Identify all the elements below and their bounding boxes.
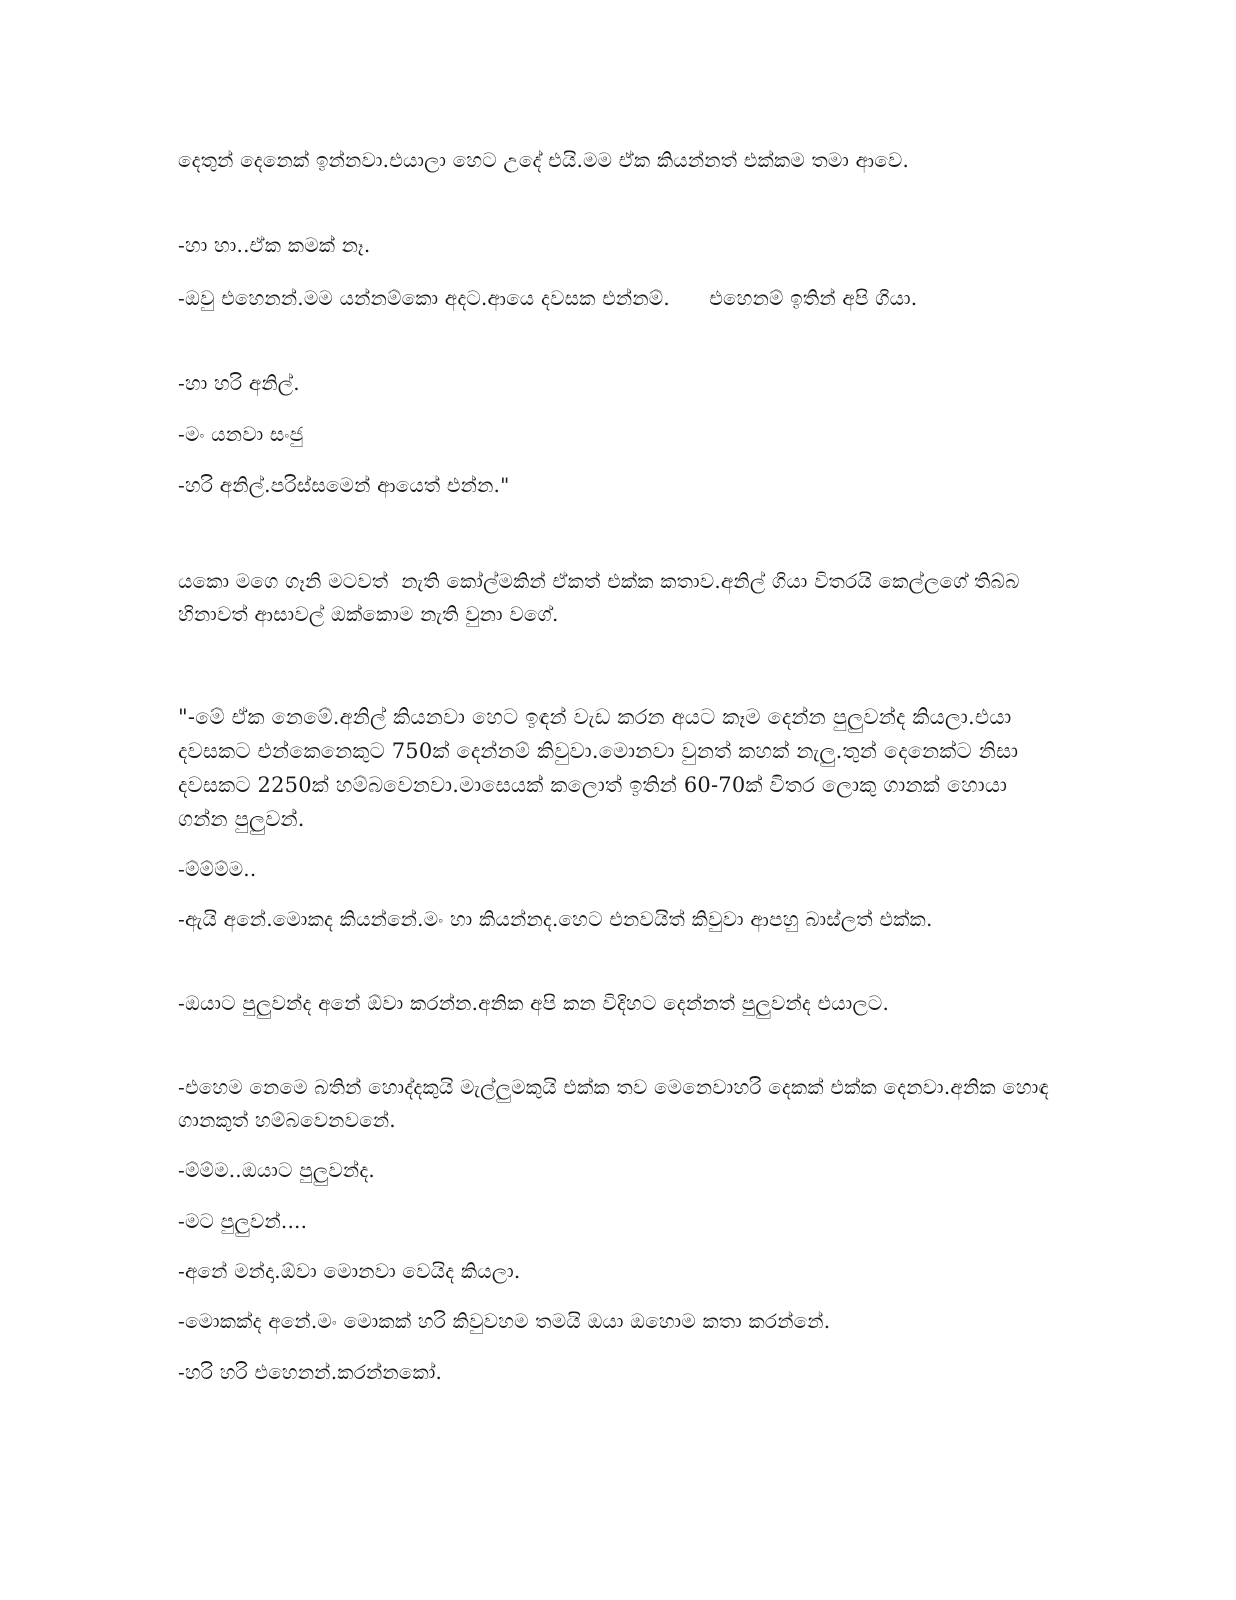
paragraph-7: යකො මගෙ ගෑනි මටවත් නැති කෝල්මකින් ඒකත් එක්ක කතාව.අනිල් ගියා විතරයි කෙල්ලගේ තිබ්බ හිනාවත් ආසාවල් ඔක්කොම නැති වුනා වගේ. xyxy=(178,569,1027,626)
paragraph-13: -ම්ම්ම..ඔයාට පුලුවන්ද. xyxy=(178,1158,375,1182)
paragraph-11: -ඔයාට පුලුවන්ද අනේ ඕවා කරන්න.අනික අපි කන විදිහට දෙන්නත් පුලුවන්ද එයාලට. xyxy=(178,991,890,1015)
paragraph-12: -එහෙම නෙමෙ බතින් හොද්දකුයි මැල්ලුමකුයි එක්ක තව මෙනෙවාහරි දෙකක් එක්ක දෙනවා.අනික හොඳ ගානකුත් හම්බවෙනවනේ. xyxy=(178,1075,1056,1132)
paragraph-4: -හා හරි අනිල්. xyxy=(178,371,300,395)
paragraph-17: -හරි හරි එහෙනන්.කරන්නකෝ. xyxy=(178,1360,443,1384)
paragraph-1: දෙතුන් දෙනෙක් ඉන්නවා.එයාලා හෙට උදේ එයි.මම ඒක කියන්නත් එක්කම තමා ආවෙ. xyxy=(178,148,910,172)
paragraph-9: -ම්ම්ම්ම.. xyxy=(178,857,257,881)
paragraph-5: -මං යනවා සංජු xyxy=(178,422,304,446)
paragraph-14: -මට පුලුවන්.... xyxy=(178,1209,308,1233)
paragraph-6: -හරි අනිල්.පරිස්සමෙන් ආයෙත් එන්න." xyxy=(178,473,510,497)
paragraph-15: -අනේ මන්දා.ඕවා මොනවා වෙයිද කියලා. xyxy=(178,1259,521,1283)
paragraph-8: "-මේ ඒක නෙමේ.අනිල් කියනවා හෙට ඉඳන් වැඩ කරන අයට කෑම දෙන්න පුලුවන්ද කියලා.එයා දවසකට එන්කෙනෙකුට 750ක් දෙන්නම් කිවුවා.මොනවා වුනත් කහක් නැලු.තුන් දෙනෙක්ට නිසා දවසකට 2250ක් හම්බවෙනවා.මාසෙයක් කලොත් ඉතින් 60-70ක් විතර ලොකු ගානක් හොයා ගන්න පුලුවන්. xyxy=(178,705,1026,831)
paragraph-16: -මොකක්ද අනේ.මං මොකක් හරි කිවුවහම තමයි ඔයා ඔහොම කතා කරන්නේ. xyxy=(178,1309,831,1333)
paragraph-3: -ඔවු එහෙනන්.මම යන්නම්කො අදට.ආයෙ දවසක එන්නම්. එහෙනම් ඉතින් අපි ගියා. xyxy=(178,286,918,310)
paragraph-10: -ඇයි අනේ.මොකද කියන්නේ.මං හා කියන්නද.හෙට එනවයිත් කිවුවා ආපහු බාස්ලත් එක්ක. xyxy=(178,907,933,931)
paragraph-2: -හා හා..ඒක කමක් නෑ. xyxy=(178,233,371,257)
